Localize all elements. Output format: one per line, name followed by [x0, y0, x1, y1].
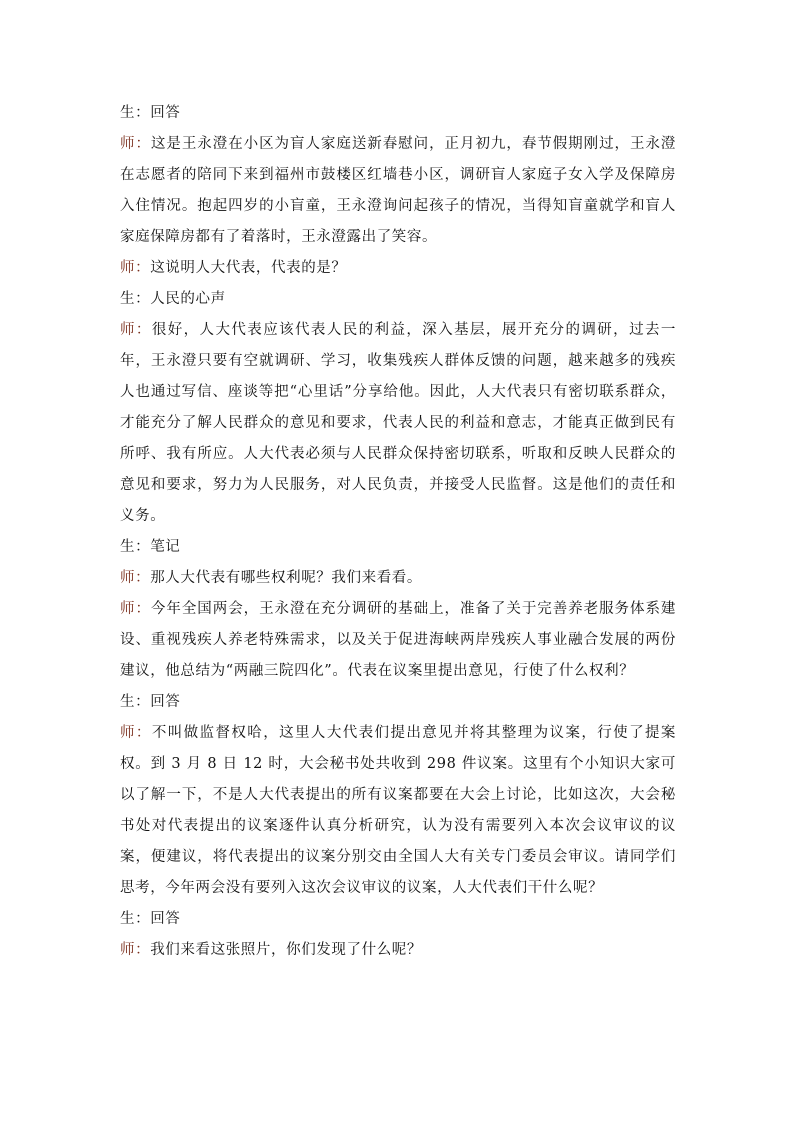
lesson-transcript: [120, 98, 676, 966]
teacher-speaker-label: 师：: [120, 322, 152, 338]
teacher-speaker-label: 师：: [120, 725, 152, 741]
dialogue-text: 回答: [150, 911, 181, 927]
dialogue-text: 今年全国两会，王永澄在充分调研的基础上，准备了关于完善养老服务体系建设、重视残疾人养老特殊需求，以及关于促进海峡两岸残疾人事业融合发展的两份建议，他总结为“两融三院四化”。代表在议案里提出意见，行使了什么权利？: [120, 601, 677, 679]
dialogue-line: [120, 284, 676, 315]
dialogue-line: [120, 98, 676, 129]
dialogue-text: 这是王永澄在小区为盲人家庭送新春慰问，正月初九，春节假期刚过，王永澄在志愿者的陪同下来到福州市鼓楼区红墙巷小区，调研盲人家庭子女入学及保障房入住情况。抱起四岁的小盲童，王永澄询问起孩子的情况，当得知盲童就学和盲人家庭保障房都有了着落时，王永澄露出了笑容。: [120, 136, 677, 245]
dialogue-text: 笔记: [150, 539, 181, 555]
dialogue-line: [120, 563, 676, 594]
dialogue-text: 回答: [150, 694, 181, 710]
dialogue-line: [120, 935, 676, 966]
student-speaker-label: 生：: [120, 694, 151, 710]
dialogue-line: [120, 532, 676, 563]
teacher-speaker-label: 师：: [120, 570, 151, 586]
student-speaker-label: 生：: [120, 911, 151, 927]
dialogue-line: [120, 253, 676, 284]
dialogue-line: [120, 129, 676, 253]
teacher-speaker-label: 师：: [120, 136, 151, 152]
dialogue-line: [120, 594, 676, 687]
dialogue-line: [120, 718, 676, 904]
dialogue-text: 很好，人大代表应该代表人民的利益，深入基层，展开充分的调研，过去一年，王永澄只要有空就调研、学习，收集残疾人群体反馈的问题，越来越多的残疾人也通过写信、座谈等把“心里话”分享给他。因此，人大代表只有密切联系群众，才能充分了解人民群众的意见和要求，代表人民的利益和意志，才能真正做到民有所呼、我有所应。人大代表必须与人民群众保持密切联系，听取和反映人民群众的意见和要求，努力为人民服务，对人民负责，并接受人民监督。这是他们的责任和义务。: [120, 322, 677, 524]
teacher-speaker-label: 师：: [120, 260, 151, 276]
dialogue-line: [120, 687, 676, 718]
student-speaker-label: 生：: [120, 105, 151, 121]
dialogue-text: 这说明人大代表，代表的是？: [150, 260, 347, 276]
dialogue-text: 那人大代表有哪些权利呢？我们来看看。: [150, 570, 423, 586]
student-speaker-label: 生：: [120, 291, 151, 307]
dialogue-text: 不叫做监督权哈，这里人大代表们提出意见并将其整理为议案，行使了提案权。到 3 月 8 日 12 时，大会秘书处共收到 298 件议案。这里有个小知识大家可以了解一下，不是人大代表提出的所有议案都要在大会上讨论，比如这次，大会秘书处对代表提出的议案逐件认真分析研究，认为没有需要列入本次会议审议的议案，便建议，将代表提出的议案分别交由全国人大有关专门委员会审议。请同学们思考，今年两会没有要列入这次会议审议的议案，人大代表们干什么呢？: [120, 725, 677, 896]
dialogue-text: 我们来看这张照片，你们发现了什么呢？: [150, 942, 423, 958]
teacher-speaker-label: 师：: [120, 601, 151, 617]
dialogue-line: [120, 904, 676, 935]
dialogue-text: 回答: [150, 105, 181, 121]
student-speaker-label: 生：: [120, 539, 151, 555]
teacher-speaker-label: 师：: [120, 942, 151, 958]
dialogue-text: 人民的心声: [150, 291, 226, 307]
dialogue-line: [120, 315, 676, 532]
